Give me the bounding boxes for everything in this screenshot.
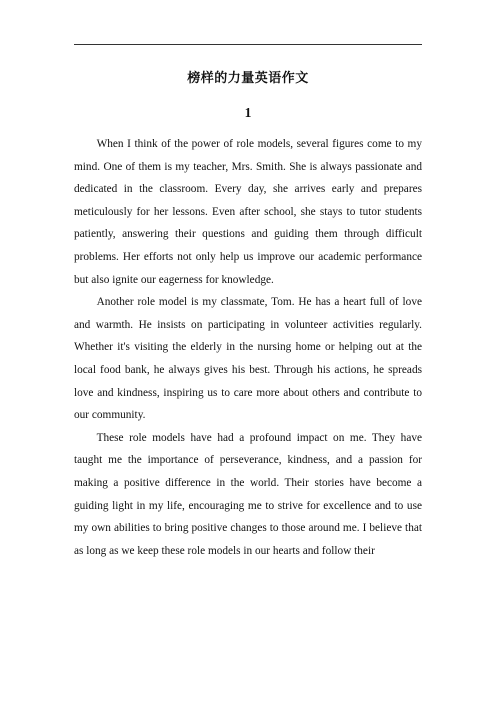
paragraph-2: Another role model is my classmate, Tom. He has a heart full of love and warmth. He insists on participating in volunteer activities regularly. Whether it's visiting the elderly in the nursing home or helping out at the local food bank, he always gives his best. Through his actions, he spreads love and kindness, inspiring us to care more about others and contribute to our community. bbox=[74, 296, 422, 422]
paragraph-1: When I think of the power of role models, several figures come to my mind. One of them is my teacher, Mrs. Smith. She is always passionate and dedicated in the classroom. Every day, she arrives early and prepares meticulously for her lessons. Even after school, she stays to tutor students patiently, answering their questions and guiding them through difficult problems. Her efforts not only help us improve our academic performance but also ignite our eagerness for knowledge. bbox=[74, 138, 422, 286]
essay-body bbox=[74, 133, 422, 562]
document-title: 榜样的力量英语作文 bbox=[187, 71, 309, 86]
section-number: 1 bbox=[244, 105, 252, 120]
header-rule bbox=[74, 44, 422, 45]
paragraph-3: These role models have had a profound impact on me. They have taught me the importance of perseverance, kindness, and a passion for making a positive difference in the world. Their stories have become a guiding light in my life, encouraging me to strive for excellence and to use my own abilities to bring positive changes to those around me. I believe that as long as we keep these role models in our hearts and follow their bbox=[74, 431, 422, 557]
